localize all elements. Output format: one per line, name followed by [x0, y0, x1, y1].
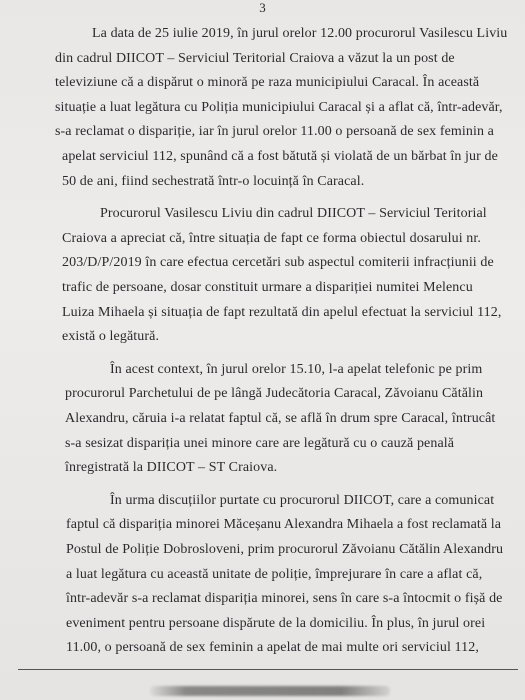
- text-line: situație a luat legătura cu Poliția municipiului Caracal și a aflat că, într-adevăr,: [55, 100, 503, 115]
- text-line: Postul de Poliție Dobrosloveni, prim procurorul Zăvoianu Cătălin Alexandru: [66, 542, 504, 557]
- page-number: 3: [259, 0, 266, 15]
- text-line: În acest context, în jurul orelor 15.10, l-a apelat telefonic pe prim: [110, 362, 483, 377]
- text-line: apelat serviciul 112, spunând că a fost bătută și violată de un bărbat în jur de: [62, 149, 498, 164]
- text-line: într-adevăr s-a reclamat dispariția minorei, sens în care s-a întocmit o fișă de: [66, 591, 503, 606]
- text-line: s-a reclamat o dispariție, iar în jurul orelor 11.00 o persoană de sex feminin a: [55, 124, 494, 139]
- text-line: Luiza Mihaela și situația de fapt rezultată din apelul efectuat la serviciul 112,: [62, 305, 502, 320]
- text-line: 50 de ani, fiind sechestrată într-o locuință în Caracal.: [62, 174, 365, 189]
- text-line: faptul că dispariția minorei Măceșanu Alexandra Mihaela a fost reclamată la: [66, 517, 502, 532]
- text-line: Craiova a apreciat că, între situația de fapt ce forma obiectul dosarului nr.: [62, 231, 481, 246]
- text-line: 203/D/P/2019 în care efectua cercetări sub aspectul comiterii infracțiunii de: [62, 255, 494, 270]
- blurred-footer-stamp: [150, 686, 390, 696]
- text-line: În urma discuțiilor purtate cu procurorul DIICOT, care a comunicat: [110, 493, 495, 508]
- text-line: Alexandru, căruia i-a relatat faptul că, se află în drum spre Caracal, întrucât: [65, 411, 496, 426]
- text-line: din cadrul DIICOT – Serviciul Teritorial Craiova a văzut la un post de: [55, 51, 455, 66]
- text-line: La data de 25 iulie 2019, în jurul orelor 12.00 procurorul Vasilescu Liviu: [92, 26, 508, 41]
- text-line: a luat legătura cu această unitate de poliție, împrejurare în care a aflat că,: [66, 567, 483, 582]
- text-line: eveniment pentru persoane dispărute de la domiciliu. În plus, în jurul orei: [66, 616, 486, 631]
- text-line: televiziune că a dispărut o minoră pe raza municipiului Caracal. În această: [55, 75, 480, 90]
- footer-rule: [18, 669, 518, 670]
- text-line: 11.00, o persoană de sex feminin a apelat de mai multe ori serviciul 112,: [66, 640, 479, 655]
- text-line: Procurorul Vasilescu Liviu din cadrul DIICOT – Serviciul Teritorial: [100, 206, 487, 221]
- text-line: trafic de persoane, dosar constituit urmare a dispariției numitei Melencu: [62, 280, 473, 295]
- text-line: există o legătură.: [62, 329, 160, 344]
- text-line: înregistrată la DIICOT – ST Craiova.: [65, 460, 278, 475]
- text-line: procurorul Parchetului de pe lângă Judecătoria Caracal, Zăvoianu Cătălin: [65, 386, 484, 401]
- text-line: s-a sesizat dispariția unei minore care are legătură cu o cauză penală: [65, 436, 455, 451]
